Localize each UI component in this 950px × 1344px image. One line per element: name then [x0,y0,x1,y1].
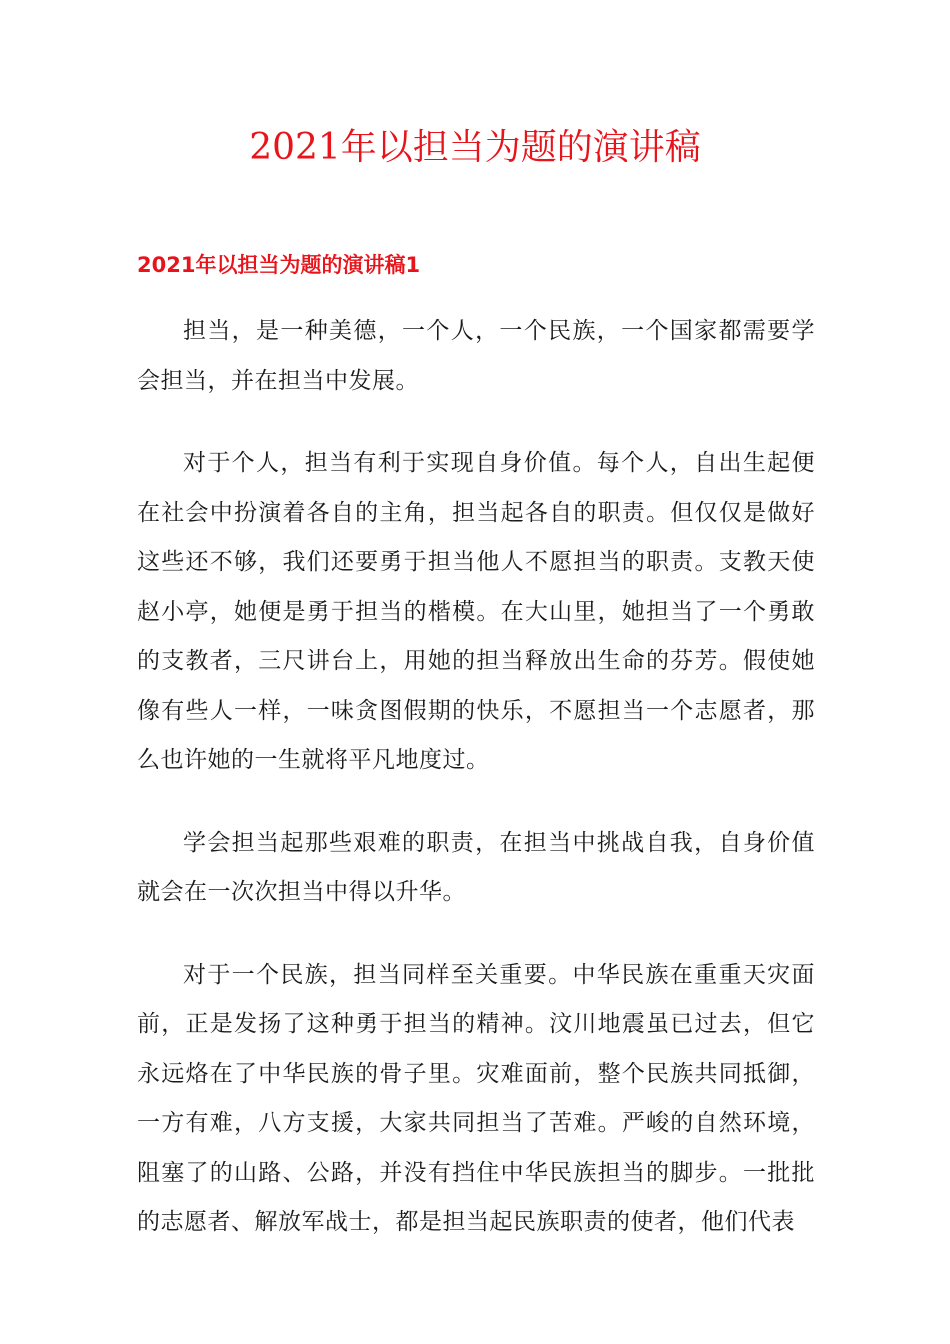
paragraph: 对于一个民族，担当同样至关重要。中华民族在重重天灾面前，正是发扬了这种勇于担当的精神。汶川地震虽已过去，但它永远烙在了中华民族的骨子里。灾难面前，整个民族共同抵御，一方有难，八方支援，大家共同担当了苦难。严峻的自然环境，阻塞了的山路、公路，并没有挡住中华民族担当的脚步。一批批的志愿者、解放军战士，都是担当起民族职责的使者，他们代表 [137,961,815,1235]
document-title: 2021年以担当为题的演讲稿 [249,127,701,168]
paragraph: 担当，是一种美德，一个人，一个民族，一个国家都需要学会担当，并在担当中发展。 [137,318,815,394]
section-heading: 2021年以担当为题的演讲稿1 [137,253,421,277]
paragraph: 学会担当起那些艰难的职责，在担当中挑战自我，自身价值就会在一次次担当中得以升华。 [137,829,815,905]
paragraph: 对于个人，担当有利于实现自身价值。每个人，自出生起便在社会中扮演着各自的主角，担当起各自的职责。但仅仅是做好这些还不够，我们还要勇于担当他人不愿担当的职责。支教天使赵小亭，她便是勇于担当的楷模。在大山里，她担当了一个勇敢的支教者，三尺讲台上，用她的担当释放出生命的芬芳。假使她像有些人一样，一味贪图假期的快乐，不愿担当一个志愿者，那么也许她的一生就将平凡地度过。 [137,450,815,773]
document-body [137,307,815,1281]
